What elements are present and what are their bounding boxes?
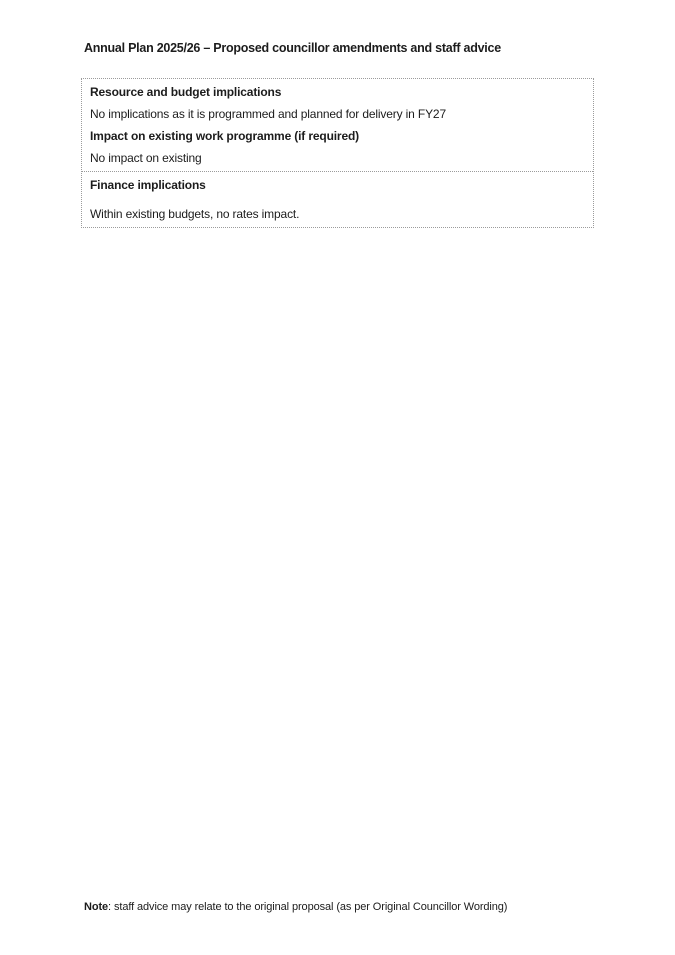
footer-note-text: : staff advice may relate to the original proposal (as per Original Councillor Wording): [108, 901, 508, 913]
finance-implications-cell: [82, 171, 593, 227]
resource-implications-heading: Resource and budget implications: [90, 85, 282, 99]
page-title: Annual Plan 2025/26 – Proposed councillor amendments and staff advice: [84, 41, 501, 55]
finance-implications-body: Within existing budgets, no rates impact.: [90, 207, 300, 221]
finance-implications-heading: Finance implications: [90, 178, 206, 192]
resource-budget-cell: [82, 79, 593, 171]
footer-note-label: Note: [84, 901, 109, 913]
staff-advice-table: [81, 78, 594, 228]
resource-implications-body: No implications as it is programmed and planned for delivery in FY27: [90, 107, 446, 121]
work-programme-body: No impact on existing: [90, 151, 202, 165]
work-programme-heading: Impact on existing work programme (if required): [90, 129, 359, 143]
footer-note: [84, 901, 507, 914]
